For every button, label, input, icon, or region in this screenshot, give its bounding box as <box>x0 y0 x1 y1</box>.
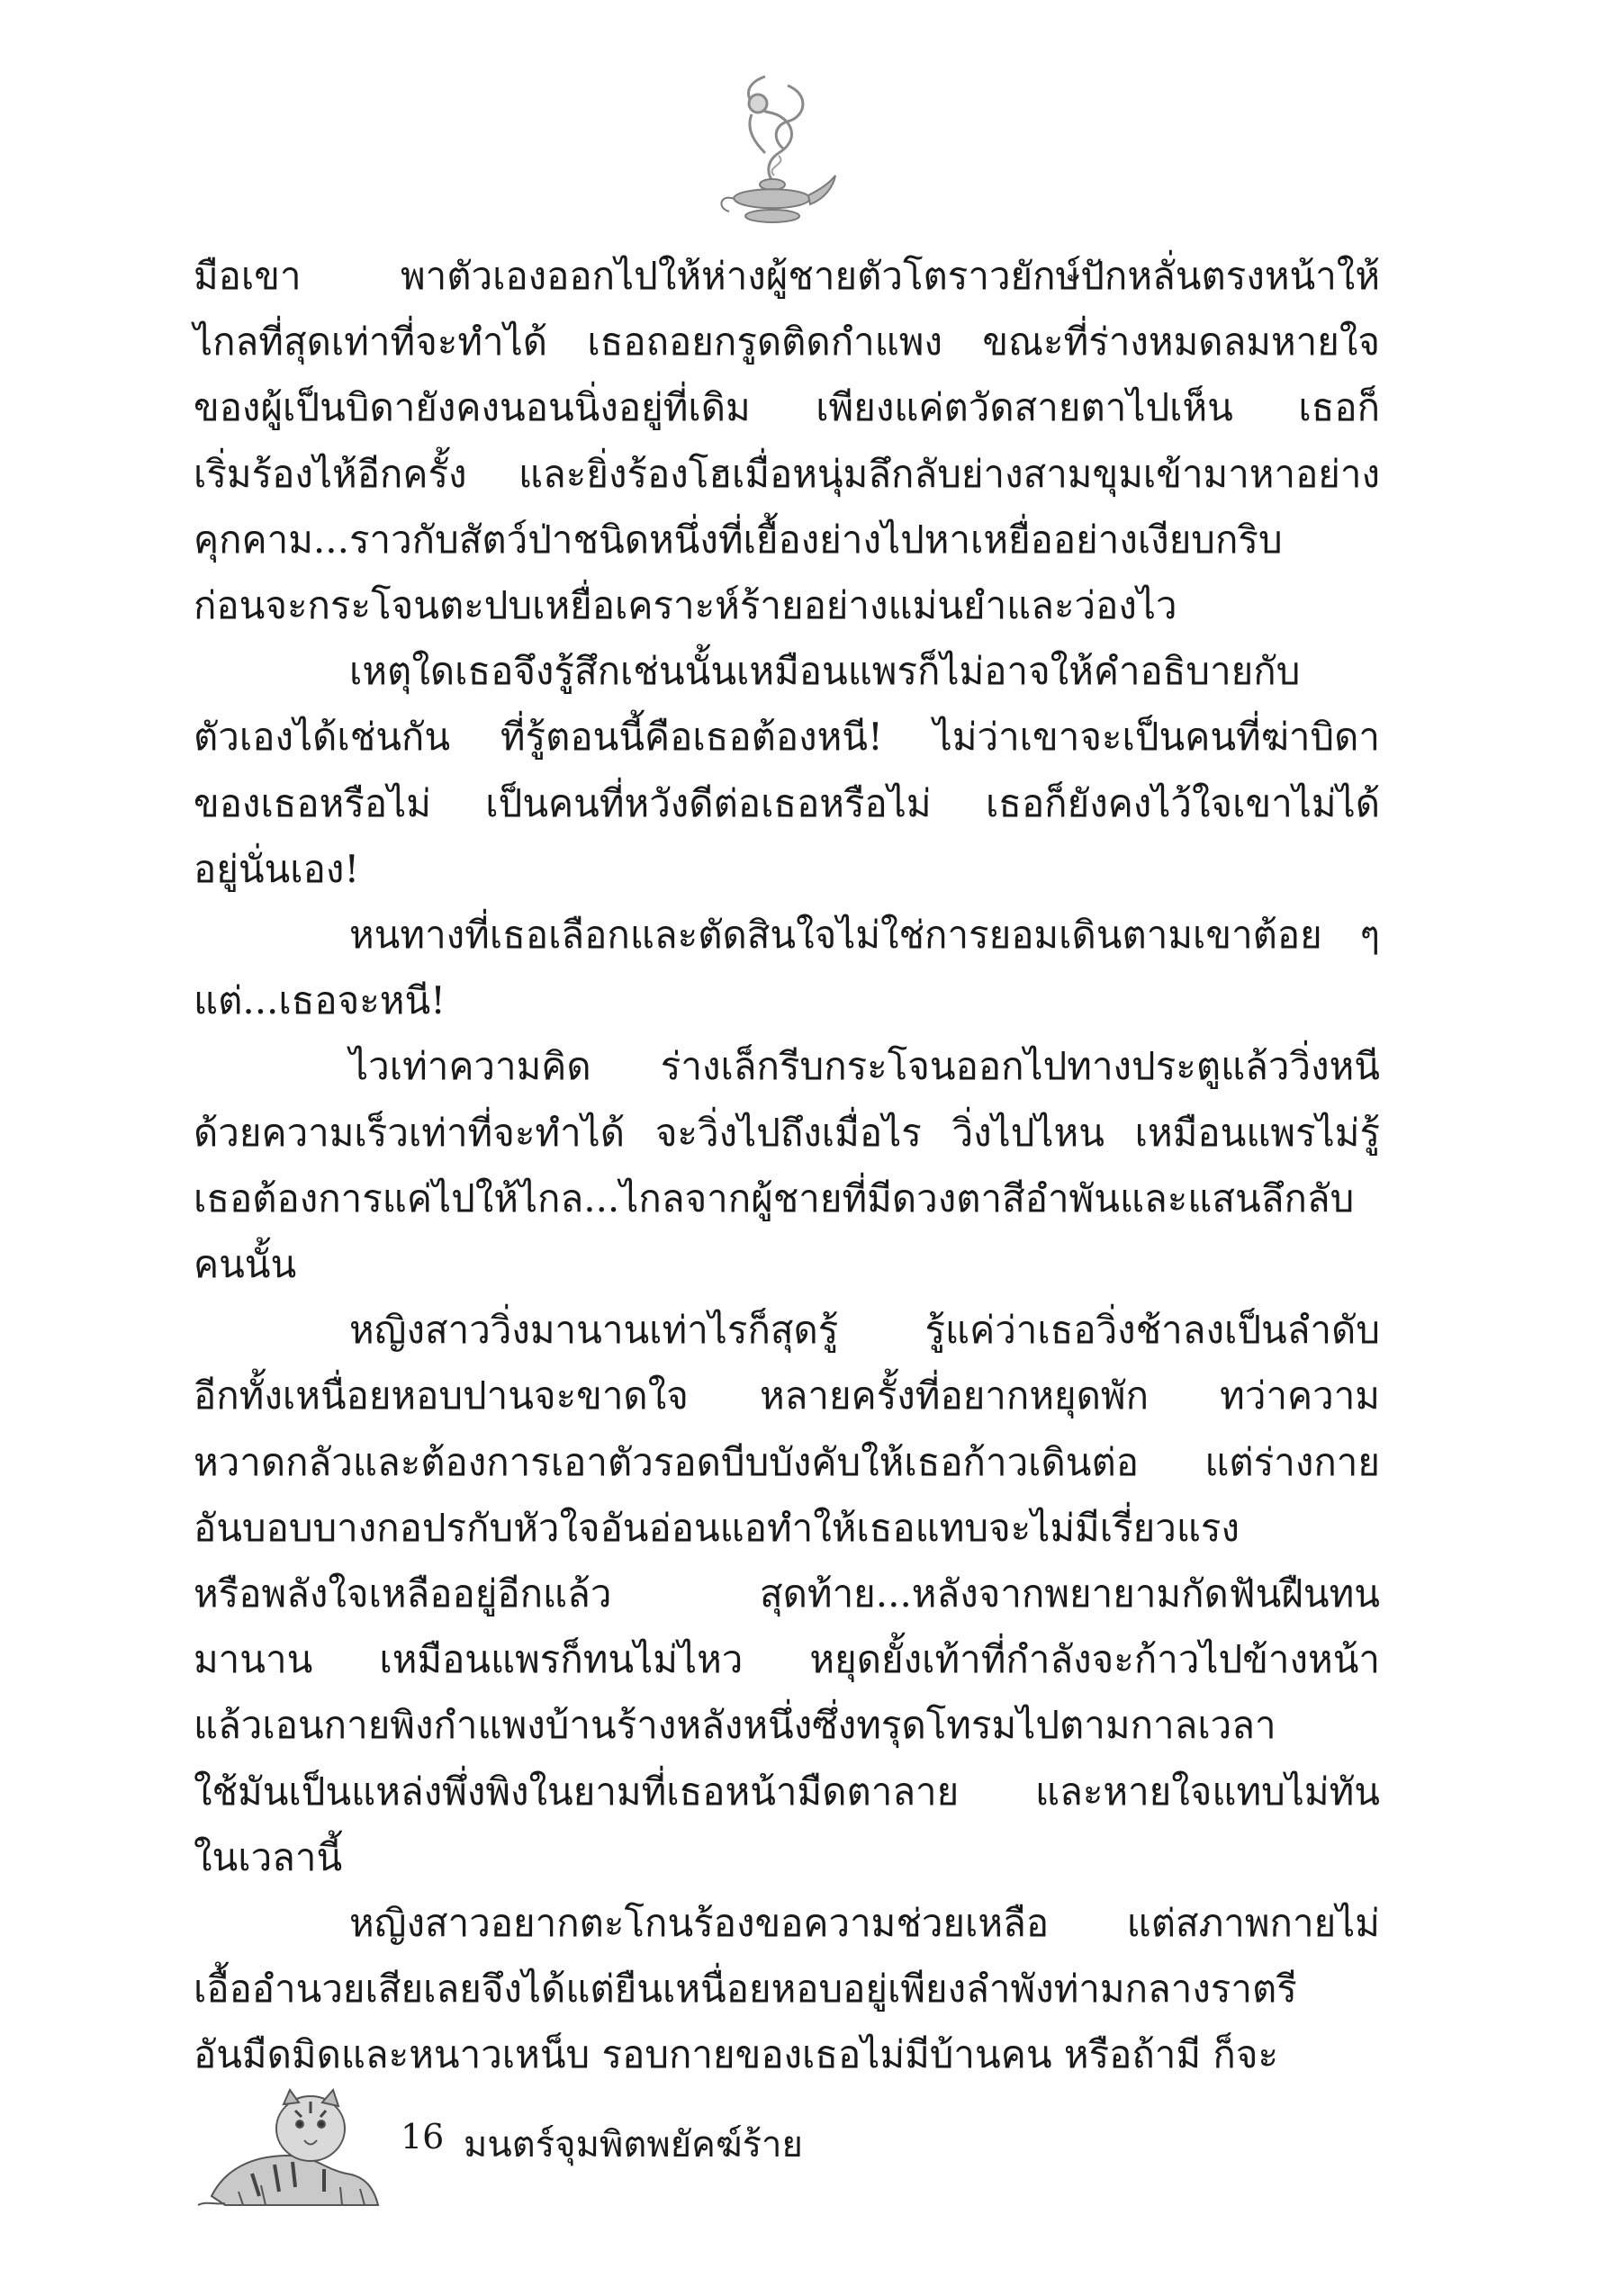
page-number: 16 <box>401 2117 445 2156</box>
text-line: ไวเท่าความคิด ร่างเล็กรีบกระโจนออกไปทางประตูแล้ววิ่งหนี <box>349 1044 1380 1089</box>
body-text <box>194 243 1380 2088</box>
tiger-icon <box>189 2070 392 2214</box>
text-line: หนทางที่เธอเลือกและตัดสินใจไม่ใช่การยอมเดินตามเขาต้อย ๆ <box>349 913 1380 958</box>
text-line: เธอต้องการแค่ไปให้ไกล...ไกลจากผู้ชายที่มีดวงตาสีอำพันและแสนลึกลับ <box>194 1175 1355 1220</box>
text-line: มือเขา พาตัวเองออกไปให้ห่างผู้ชายตัวโตราวยักษ์ปักหลั่นตรงหน้าให้ <box>194 254 1380 298</box>
genie-lamp-icon <box>702 68 837 239</box>
text-line: อันบอบบางกอปรกับหัวใจอันอ่อนแอทำให้เธอแทบจะไม่มีเรี่ยวแรง <box>194 1505 1240 1550</box>
text-line: แต่...เธอจะหนี! <box>194 978 446 1023</box>
text-line: เหตุใดเธอจึงรู้สึกเช่นนั้นเหมือนแพรก็ไม่อาจให้คำอธิบายกับ <box>349 649 1301 694</box>
text-line: คุกคาม...ราวกับสัตว์ป่าชนิดหนึ่งที่เยื้องย่างไปหาเหยื่ออย่างเงียบกริบ <box>194 517 1283 562</box>
text-line: ใช้มันเป็นแหล่งพึ่งพิงในยามที่เธอหน้ามืดตาลาย และหายใจแทบไม่ทัน <box>194 1769 1380 1814</box>
text-line: มานาน เหมือนแพรก็ทนไม่ไหว หยุดยั้งเท้าที่กำลังจะก้าวไปข้างหน้า <box>194 1637 1380 1682</box>
text-line: ในเวลานี้ <box>194 1834 343 1879</box>
text-line: อีกทั้งเหนื่อยหอบปานจะขาดใจ หลายครั้งที่อยากหยุดพัก ทว่าความ <box>194 1373 1380 1418</box>
book-title: มนตร์จุมพิตพยัคฆ์ร้าย <box>464 2124 803 2165</box>
text-line: หวาดกลัวและต้องการเอาตัวรอดบีบบังคับให้เธอก้าวเดินต่อ แต่ร่างกาย <box>194 1439 1380 1484</box>
text-line: แล้วเอนกายพิงกำแพงบ้านร้างหลังหนึ่งซึ่งทรุดโทรมไปตามกาลเวลา <box>194 1703 1276 1748</box>
text-line: ตัวเองได้เช่นกัน ที่รู้ตอนนี้คือเธอต้องหนี! ไม่ว่าเขาจะเป็นคนที่ฆ่าบิดา <box>194 715 1380 760</box>
text-line: หรือพลังใจเหลืออยู่อีกแล้ว สุดท้าย...หลังจากพยายามกัดฟันฝืนทน <box>194 1571 1380 1616</box>
text-line: ไกลที่สุดเท่าที่จะทำได้ เธอถอยกรูดติดกำแพง ขณะที่ร่างหมดลมหายใจ <box>194 320 1380 365</box>
text-line: หญิงสาววิ่งมานานเท่าไรก็สุดรู้ รู้แค่ว่าเธอวิ่งช้าลงเป็นลำดับ <box>349 1308 1380 1353</box>
text-line: ด้วยความเร็วเท่าที่จะทำได้ จะวิ่งไปถึงเมื่อไร วิ่งไปไหน เหมือนแพรไม่รู้ <box>194 1110 1380 1155</box>
page-footer <box>189 2070 819 2214</box>
text-line: หญิงสาวอยากตะโกนร้องขอความช่วยเหลือ แต่สภาพกายไม่ <box>349 1901 1380 1946</box>
text-line: อันมืดมิดและหนาวเหน็บ รอบกายของเธอไม่มีบ้านคน หรือถ้ามี ก็จะ <box>194 2032 1278 2077</box>
text-line: ก่อนจะกระโจนตะปบเหยื่อเคราะห์ร้ายอย่างแม่นยำและว่องไว <box>194 583 1177 628</box>
text-line: เริ่มร้องไห้อีกครั้ง และยิ่งร้องโฮเมื่อหนุ่มลึกลับย่างสามขุมเข้ามาหาอย่าง <box>194 451 1380 496</box>
text-line: ของเธอหรือไม่ เป็นคนที่หวังดีต่อเธอหรือไม่ เธอก็ยังคงไว้ใจเขาไม่ได้ <box>194 780 1380 825</box>
text-line: คนนั้น <box>194 1242 297 1287</box>
text-line: ของผู้เป็นบิดายังคงนอนนิ่งอยู่ที่เดิม เพียงแค่ตวัดสายตาไปเห็น เธอก็ <box>194 385 1380 430</box>
text-line: เอื้ออำนวยเสียเลยจึงได้แต่ยืนเหนื่อยหอบอยู่เพียงลำพังท่ามกลางราตรี <box>194 1967 1297 2012</box>
text-line: อยู่นั่นเอง! <box>194 846 360 891</box>
